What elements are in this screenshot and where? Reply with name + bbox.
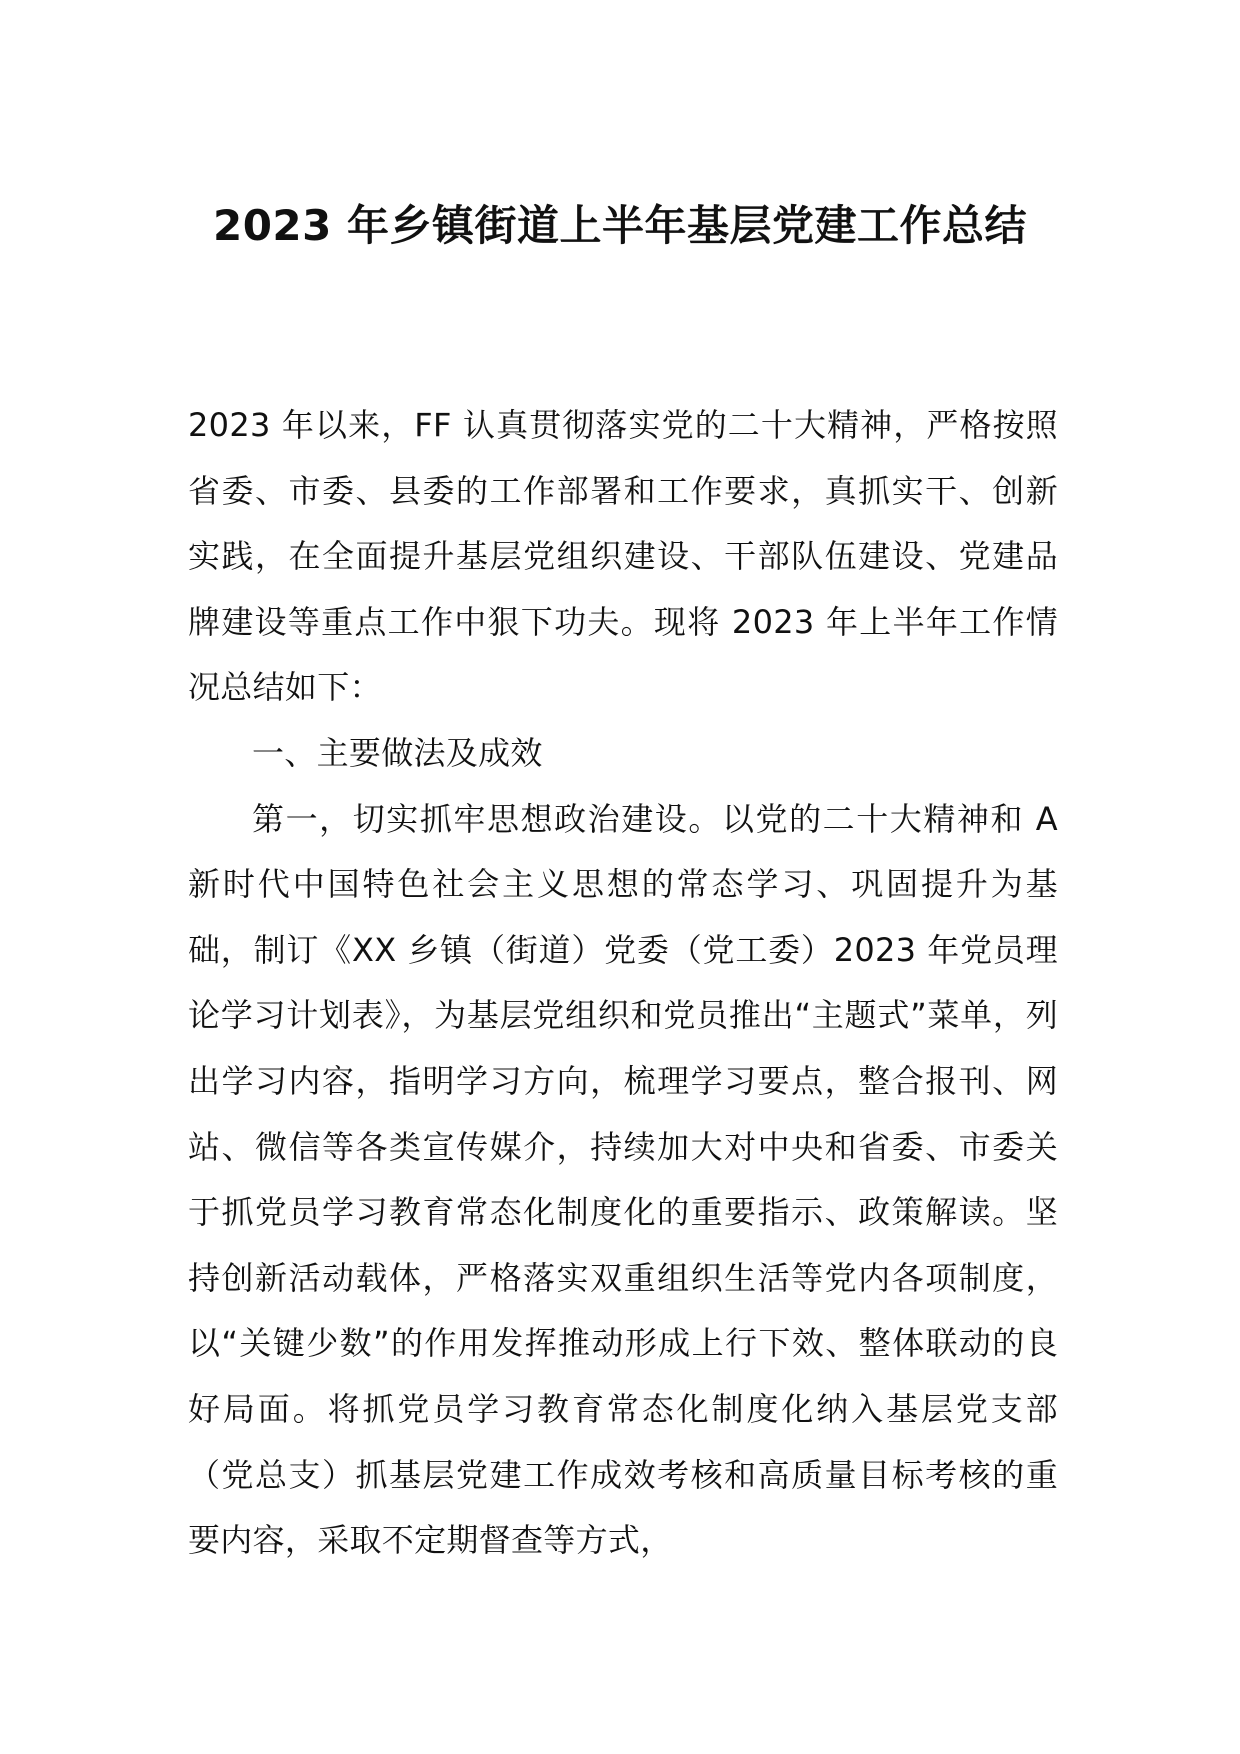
- body-paragraph: 第一，切实抓牢思想政治建设。以党的二十大精神和 A 新时代中国特色社会主义思想的常态学习、巩固提升为基础，制订《XX 乡镇（街道）党委（党工委）2023 年党员理论学习计划表》，为基层党组织和党员推出“主题式”菜单，列出学习内容，指明学习方向，梳理学习要点，整合报刊、网站、微信等各类宣传媒介，持续加大对中央和省委、市委关于抓党员学习教育常态化制度化的重要指示、政策解读。坚持创新活动载体，严格落实双重组织生活等党内各项制度，以“关键少数”的作用发挥推动形成上行下效、整体联动的良好局面。将抓党员学习教育常态化制度化纳入基层党支部（党总支）抓基层党建工作成效考核和高质量目标考核的重要内容，采取不定期督查等方式，: [188, 799, 1058, 1560]
- section-heading: 一、主要做法及成效: [252, 733, 543, 772]
- document-title: 2023 年乡镇街道上半年基层党建工作总结: [212, 201, 1028, 250]
- intro-paragraph: 2023 年以来，FF 认真贯彻落实党的二十大精神，严格按照省委、市委、县委的工作部署和工作要求，真抓实干、创新实践，在全面提升基层党组织建设、干部队伍建设、党建品牌建设等重点工作中狠下功夫。现将 2023 年上半年工作情况总结如下：: [188, 406, 1058, 707]
- document-body: [188, 393, 1058, 1574]
